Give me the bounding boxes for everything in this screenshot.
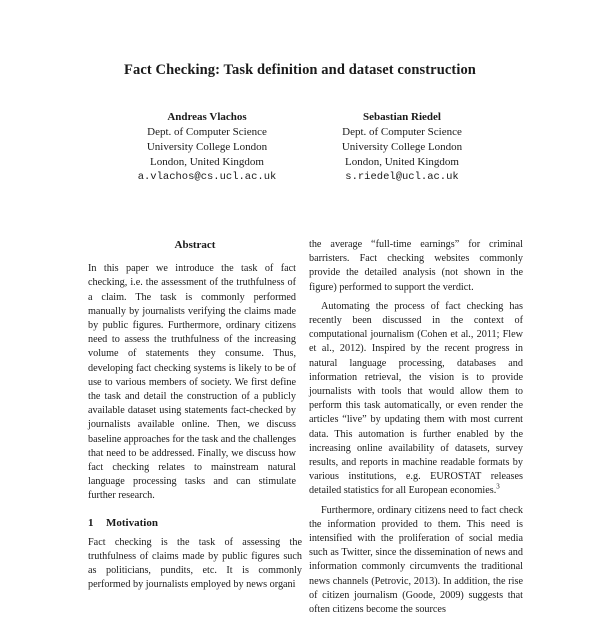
author-dept: Dept. of Computer Science: [147, 126, 267, 138]
abstract-heading: Abstract: [174, 239, 216, 251]
author-name: Andreas Vlachos: [167, 111, 247, 123]
paragraph-text: Automating the process of fact checking has recently been discussed in the context of computational journalism (Cohen et al., 2011; Flew et al., 2012). Inspired by the recent progress in natural language processing, databases and information retrieval, the vision is to provide journalists with tools that would allow them to perform this task automatically, or even render the articles “live” by updating them with most current data. This automation is further enabled by the increasing online availability of datasets, survey results, and reports in machine readable formats by various institutions, e.g. EUROSTAT releases detailed statistics for all European economies.: [309, 300, 523, 497]
author-email: a.vlachos@cs.ucl.ac.uk: [137, 171, 277, 183]
section-heading: [88, 516, 302, 530]
author-location: London, United Kingdom: [150, 156, 264, 168]
author-location: London, United Kingdom: [345, 156, 459, 168]
left-column: [88, 238, 302, 593]
author-email: s.riedel@ucl.ac.uk: [345, 171, 459, 183]
section-paragraph: Fact checking is the task of assessing the truthfulness of claims made by public figures such as politicians, pundits, etc. It is commonly performed by journalists employed by news organi: [88, 536, 302, 591]
body-paragraph: [309, 300, 523, 499]
author-block-2: [282, 110, 522, 185]
author-university: University College London: [341, 141, 463, 153]
section-number: 1: [88, 516, 94, 529]
author-name: Sebastian Riedel: [363, 111, 441, 123]
body-paragraph: the average “full-time earnings” for criminal barristers. Fact checking websites commonly provide the detailed analysis (not shown in the figure) performed to support the verdict.: [309, 239, 523, 293]
body-paragraph: Furthermore, ordinary citizens need to fact check the information provided to them. This need is intensified with the proliferation of social media such as Twitter, since the dissemination of news and information commonly circumvents the traditional news channels (Petrovic, 2013). In addition, the rise of citizen journalism (Goode, 2009) suggests that often citizens become the sources: [309, 504, 523, 616]
paper-title: Fact Checking: Task definition and dataset construction: [124, 62, 476, 78]
section-title: Motivation: [106, 516, 158, 529]
right-column: [309, 238, 523, 617]
author-dept: Dept. of Computer Science: [342, 126, 462, 138]
author-university: University College London: [146, 141, 268, 153]
footnote-marker[interactable]: 3: [496, 483, 500, 492]
abstract-text: In this paper we introduce the task of fact checking, i.e. the assessment of the truthfulness of a claim. The task is commonly performed manually by journalists verifying the claims made by public figures. Furthermore, ordinary citizens need to assess the truthfulness of the increasing volume of statements they consume. Thus, developing fact checking systems is likely to be of use to various members of society. We first define the task and detail the construction of a publicly available dataset using statements fact-checked by journalists available online. Then, we discuss baseline approaches for the task and the challenges that need to be addressed. Finally, we discuss how fact checking relates to mainstream natural language processing tasks and can stimulate further research.: [88, 263, 296, 502]
